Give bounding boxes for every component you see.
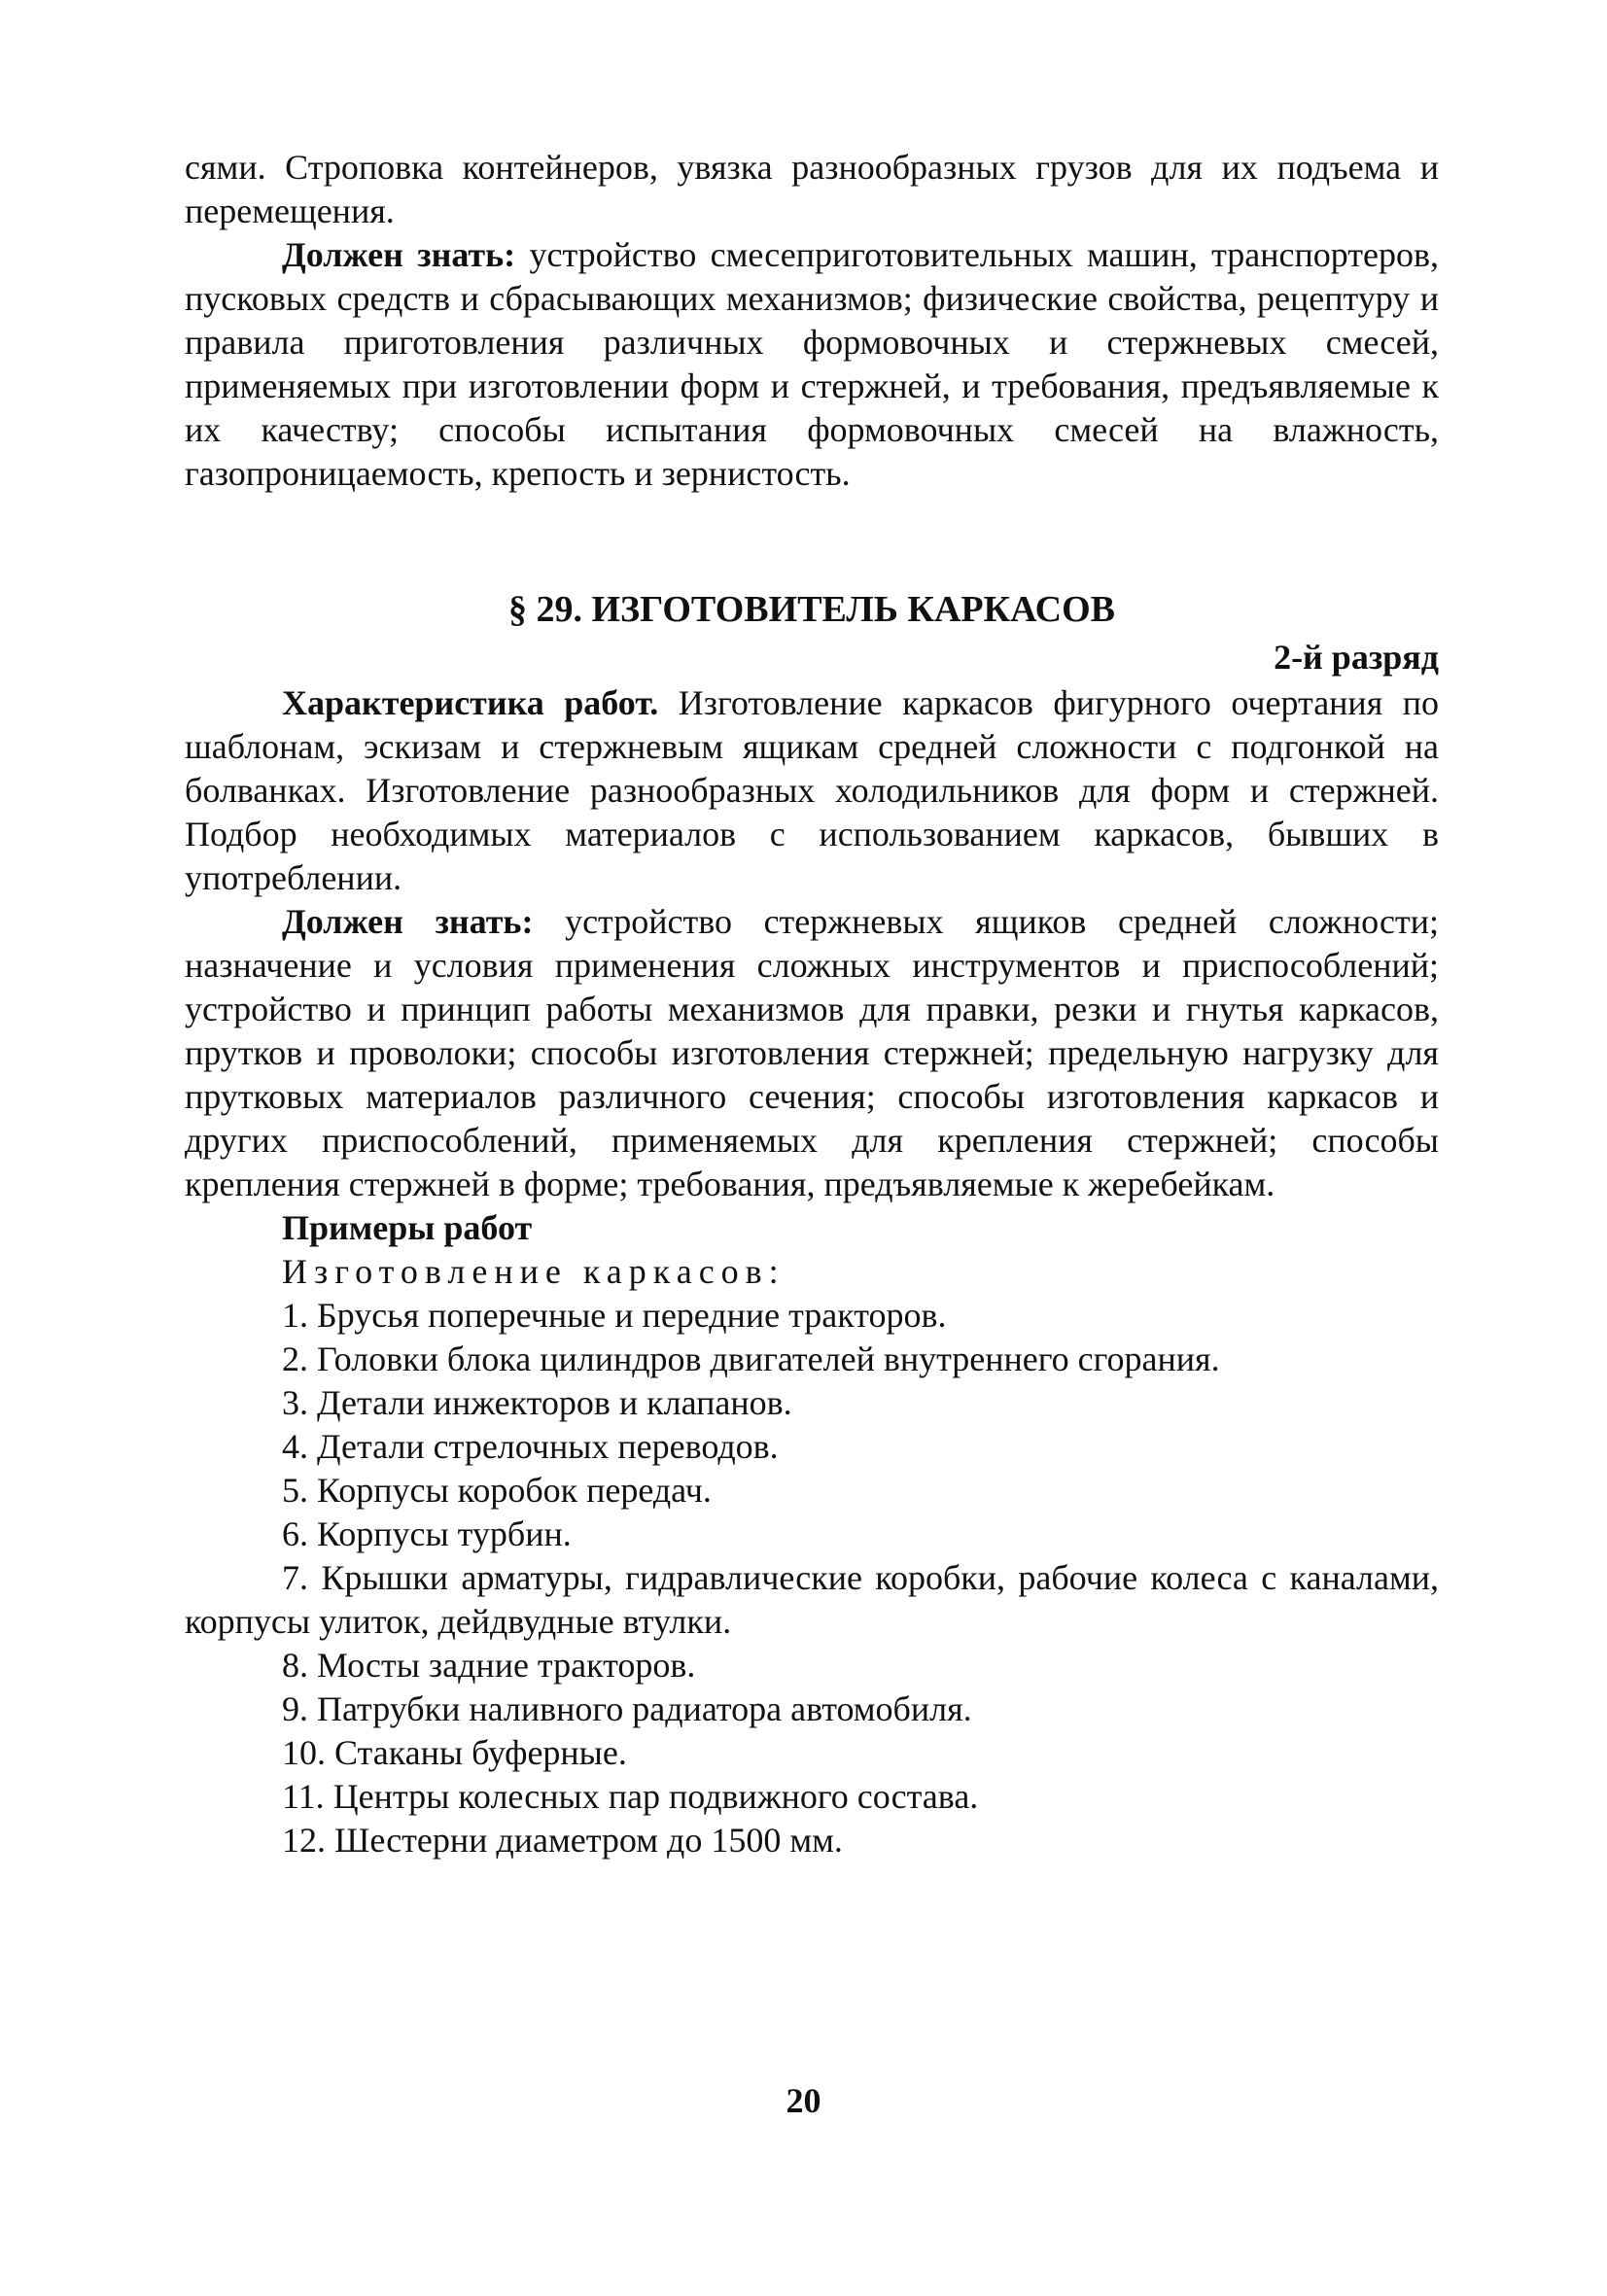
examples-subheading: Изготовление каркасов: <box>282 1252 786 1291</box>
list-item: 8. Мосты задние тракторов. <box>282 1646 696 1685</box>
prev-knowledge-paragraph <box>185 233 1439 496</box>
list-item: 7. Крышки арматуры, гидравлические коробки, рабочие колеса с каналами, корпусы улиток, дейдвудные втулки. <box>185 1558 1439 1641</box>
list-item: 4. Детали стрелочных переводов. <box>282 1427 779 1466</box>
page-number: 20 <box>786 2081 821 2120</box>
characteristics-paragraph <box>185 681 1439 900</box>
prev-knowledge-label: Должен знать: <box>282 235 516 274</box>
list-item: 3. Детали инжекторов и клапанов. <box>282 1383 792 1422</box>
list-item: 6. Корпусы турбин. <box>282 1514 572 1553</box>
list-item: 2. Головки блока цилиндров двигателей внутреннего сгорания. <box>282 1339 1220 1378</box>
grade-label: 2-й разряд <box>1274 638 1439 677</box>
list-item: 9. Патрубки наливного радиатора автомобиля. <box>282 1689 972 1728</box>
section-title: § 29. ИЗГОТОВИТЕЛЬ КАРКАСОВ <box>508 589 1115 630</box>
examples-label: Примеры работ <box>282 1208 533 1247</box>
list-item: 10. Стаканы буферные. <box>282 1733 627 1772</box>
characteristics-label: Характеристика работ. <box>282 683 659 722</box>
list-item: 1. Брусья поперечные и передние тракторов. <box>282 1296 947 1335</box>
knowledge-paragraph <box>185 900 1439 1206</box>
list-item: 12. Шестерни диаметром до 1500 мм. <box>282 1821 843 1860</box>
intro-continuation: сями. Строповка контейнеров, увязка разнообразных грузов для их подъема и перемещения. <box>185 148 1439 230</box>
knowledge-label: Должен знать: <box>282 902 534 941</box>
list-item: 5. Корпусы коробок передач. <box>282 1471 712 1510</box>
characteristics-text: Изготовление каркасов фигурного очертания по шаблонам, эскизам и стержневым ящикам средней сложности с подгонкой на болванках. Изготовление разнообразных холодильников для форм и стержней. Подбор необходимых материалов с использованием каркасов, бывших в употреблении. <box>185 683 1439 897</box>
list-item: 11. Центры колесных пар подвижного состава. <box>282 1777 979 1816</box>
document-page <box>185 146 1439 1862</box>
knowledge-text: устройство стержневых ящиков средней сложности; назначение и условия применения сложных инструментов и приспособлений; устройство и принцип работы механизмов для правки, резки и гнутья каркасов, прутков и проволоки; способы изготовления стержней; предельную нагрузку для прутковых материалов различного сечения; способы изготовления каркасов и других приспособлений, применяемых для крепления стержней; способы крепления стержней в форме; требования, предъявляемые к жеребейкам. <box>185 902 1439 1203</box>
examples-list <box>185 1294 1439 1862</box>
prev-knowledge-text: устройство смесеприготовительных машин, транспортеров, пусковых средств и сбрасывающих механизмов; физические свойства, рецептуру и правила приготовления различных формовочных и стержневых смесей, применяемых при изготовлении форм и стержней, и требования, предъявляемые к их качеству; способы испытания формовочных смесей на влажность, газопроницаемость, крепость и зернистость. <box>185 235 1439 493</box>
